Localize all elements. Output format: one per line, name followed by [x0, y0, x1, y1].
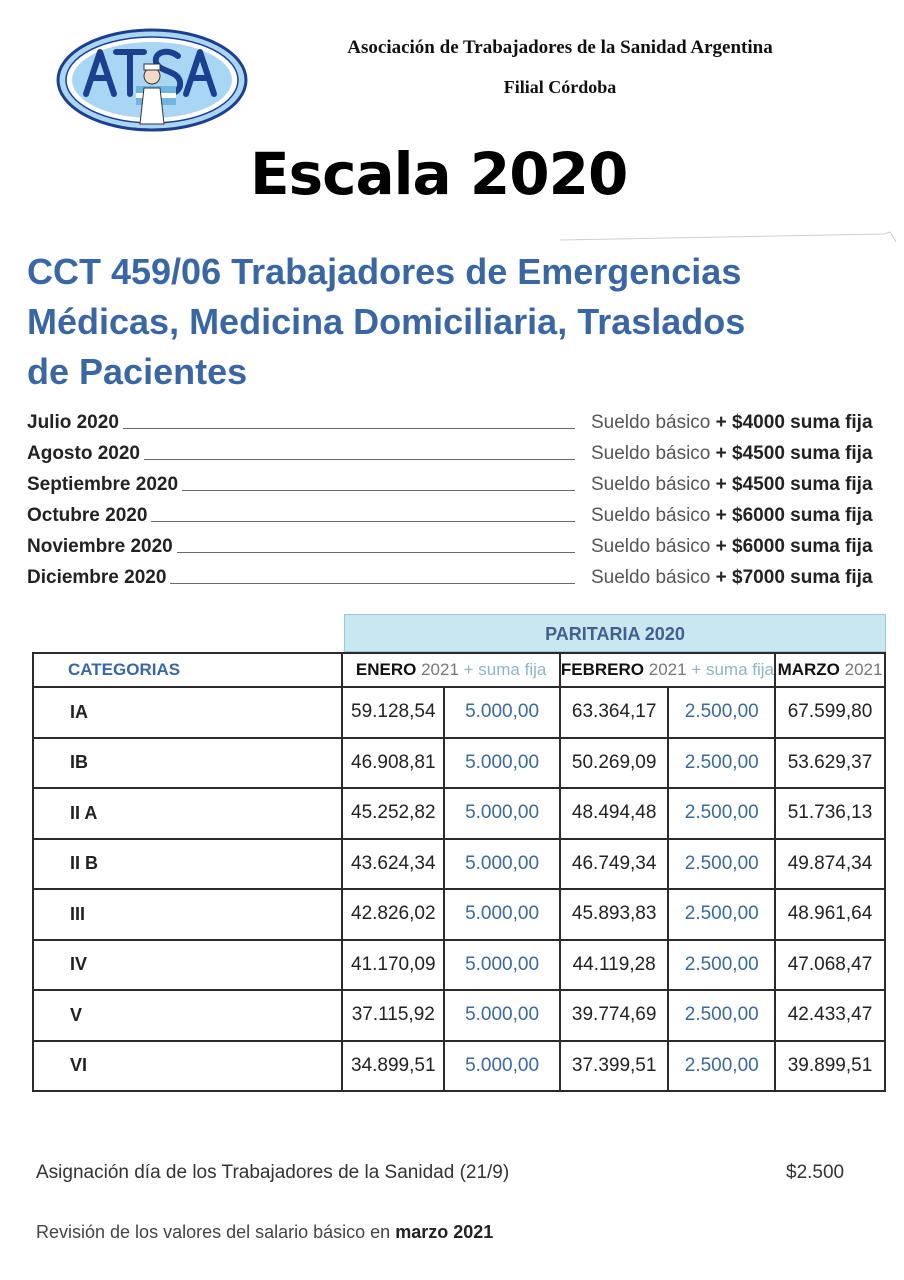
col-header-categorias: CATEGORIAS: [33, 653, 342, 687]
enero-fixed-sum: 5.000,00: [444, 788, 560, 839]
month-base: Sueldo básico: [591, 535, 711, 557]
month-amount: $4500 suma fija: [732, 473, 873, 495]
month-plus: +: [715, 442, 727, 464]
table-row: [33, 889, 885, 940]
atsa-logo: [56, 28, 248, 132]
month-amount: $7000 suma fija: [732, 566, 873, 588]
febrero-year: 2021: [648, 660, 687, 679]
asignacion-amount: $2.500: [786, 1162, 845, 1183]
month-name: Julio 2020: [27, 411, 119, 433]
month-plus: +: [715, 566, 727, 588]
category-cell: II A: [33, 788, 342, 839]
month-amount: $6000 suma fija: [732, 535, 873, 557]
table-row: [33, 788, 885, 839]
marzo-value: 48.961,64: [775, 889, 885, 940]
enero-year: 2021: [421, 660, 459, 679]
enero-fixed-sum: 5.000,00: [444, 940, 560, 991]
febrero-value: 45.893,83: [560, 889, 669, 940]
table-row: [33, 687, 885, 738]
enero-value: 37.115,92: [342, 990, 444, 1041]
table-row: [33, 839, 885, 890]
month-base: Sueldo básico: [591, 411, 711, 433]
table-row: [33, 738, 885, 789]
month-amount: $4000 suma fija: [732, 411, 873, 433]
febrero-value: 63.364,17: [560, 687, 669, 738]
paritaria-header: PARITARIA 2020: [344, 614, 886, 652]
leader-line: [144, 459, 575, 460]
leader-line: [123, 428, 575, 429]
month-row: [27, 562, 889, 593]
febrero-fixed-sum: 2.500,00: [668, 1041, 775, 1092]
febrero-fixed-sum: 2.500,00: [668, 940, 775, 991]
month-base: Sueldo básico: [591, 504, 711, 526]
category-cell: II B: [33, 839, 342, 890]
revision-note: [36, 1222, 493, 1243]
monthly-list: [27, 407, 889, 593]
febrero-value: 48.494,48: [560, 788, 669, 839]
marzo-value: 67.599,80: [775, 687, 885, 738]
table-header-row: [33, 653, 885, 687]
enero-fixed-sum: 5.000,00: [444, 839, 560, 890]
febrero-fixed-sum: 2.500,00: [668, 889, 775, 940]
month-row: [27, 531, 889, 562]
febrero-fixed-sum: 2.500,00: [668, 738, 775, 789]
month-name: Septiembre 2020: [27, 473, 179, 495]
marzo-value: 39.899,51: [775, 1041, 885, 1092]
marzo-value: 49.874,34: [775, 839, 885, 890]
marzo-value: 42.433,47: [775, 990, 885, 1041]
marzo-month: MARZO: [777, 660, 840, 679]
leader-line: [170, 583, 575, 584]
febrero-extra: + suma fija: [691, 660, 775, 679]
sheet-edge: [560, 228, 896, 242]
table-body: [33, 687, 885, 1091]
marzo-year: 2021: [844, 660, 883, 679]
table-row: [33, 990, 885, 1041]
enero-value: 46.908,81: [342, 738, 444, 789]
febrero-value: 37.399,51: [560, 1041, 669, 1092]
month-row: [27, 500, 889, 531]
category-cell: IB: [33, 738, 342, 789]
col-header-febrero: [560, 653, 775, 687]
month-value: [591, 412, 889, 434]
febrero-value: 39.774,69: [560, 990, 669, 1041]
febrero-fixed-sum: 2.500,00: [668, 839, 775, 890]
febrero-month: FEBRERO: [560, 660, 645, 679]
salary-table: [32, 652, 886, 1092]
month-base: Sueldo básico: [591, 566, 711, 588]
enero-fixed-sum: 5.000,00: [444, 687, 560, 738]
category-cell: VI: [33, 1041, 342, 1092]
cct-heading-line-1: CCT 459/06 Trabajadores de Emergencias: [27, 251, 742, 292]
febrero-fixed-sum: 2.500,00: [668, 687, 775, 738]
month-base: Sueldo básico: [591, 442, 711, 464]
enero-value: 42.826,02: [342, 889, 444, 940]
month-name: Diciembre 2020: [27, 566, 167, 588]
branch-name: Filial Córdoba: [503, 77, 617, 97]
month-row: [27, 438, 889, 469]
table-row: [33, 1041, 885, 1092]
revision-prefix: Revisión de los valores del salario básico en: [36, 1222, 391, 1242]
category-cell: V: [33, 990, 342, 1041]
asignacion-label: Asignación día de los Trabajadores de la Sanidad (21/9): [36, 1162, 510, 1183]
enero-fixed-sum: 5.000,00: [444, 990, 560, 1041]
enero-fixed-sum: 5.000,00: [444, 1041, 560, 1092]
month-row: [27, 407, 889, 438]
month-name: Agosto 2020: [27, 442, 140, 464]
category-cell: III: [33, 889, 342, 940]
enero-fixed-sum: 5.000,00: [444, 738, 560, 789]
table-row: [33, 940, 885, 991]
leader-line: [182, 490, 575, 491]
page-title: Escala 2020: [250, 140, 628, 208]
febrero-fixed-sum: 2.500,00: [668, 788, 775, 839]
month-value: [591, 474, 889, 496]
month-amount: $4500 suma fija: [732, 442, 873, 464]
org-name: Asociación de Trabajadores de la Sanidad Argentina: [347, 37, 773, 58]
month-plus: +: [715, 411, 727, 433]
enero-month: ENERO: [355, 660, 417, 679]
cct-heading-line-2: Médicas, Medicina Domiciliaria, Traslados: [27, 301, 746, 342]
month-value: [591, 567, 889, 589]
enero-value: 59.128,54: [342, 687, 444, 738]
month-plus: +: [715, 535, 727, 557]
leader-line: [177, 552, 575, 553]
month-row: [27, 469, 889, 500]
month-plus: +: [715, 504, 727, 526]
marzo-value: 47.068,47: [775, 940, 885, 991]
revision-date: marzo 2021: [395, 1222, 494, 1242]
febrero-value: 44.119,28: [560, 940, 669, 991]
cct-heading: [27, 247, 827, 397]
month-base: Sueldo básico: [591, 473, 711, 495]
col-header-enero: [342, 653, 560, 687]
col-header-marzo: [775, 653, 885, 687]
febrero-value: 50.269,09: [560, 738, 669, 789]
enero-value: 43.624,34: [342, 839, 444, 890]
month-name: Octubre 2020: [27, 504, 148, 526]
cct-heading-line-3: de Pacientes: [27, 351, 248, 392]
month-name: Noviembre 2020: [27, 535, 173, 557]
febrero-fixed-sum: 2.500,00: [668, 990, 775, 1041]
month-value: [591, 536, 889, 558]
enero-extra: + suma fija: [463, 660, 547, 679]
marzo-value: 53.629,37: [775, 738, 885, 789]
febrero-value: 46.749,34: [560, 839, 669, 890]
month-value: [591, 505, 889, 527]
month-plus: +: [715, 473, 727, 495]
enero-value: 34.899,51: [342, 1041, 444, 1092]
enero-value: 45.252,82: [342, 788, 444, 839]
marzo-value: 51.736,13: [775, 788, 885, 839]
enero-value: 41.170,09: [342, 940, 444, 991]
month-amount: $6000 suma fija: [732, 504, 873, 526]
category-cell: IV: [33, 940, 342, 991]
category-cell: IA: [33, 687, 342, 738]
month-value: [591, 443, 889, 465]
leader-line: [151, 521, 575, 522]
enero-fixed-sum: 5.000,00: [444, 889, 560, 940]
